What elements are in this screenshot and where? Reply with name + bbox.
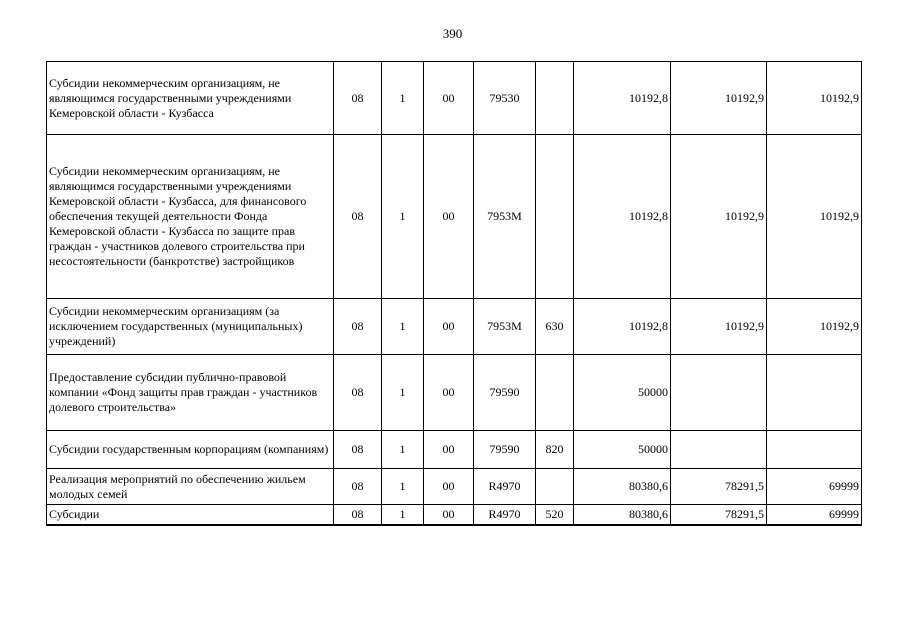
cell-pr: 1	[382, 62, 424, 135]
cell-csr: R4970	[474, 469, 536, 505]
row-name: Субсидии некоммерческим организациям, не являющимся государственными учреждениями Кемеровской области - Кузбасса, для финансового обеспечения текущей деятельности Фонда Кемеровской области - Кузбасса по защите прав граждан - участников долевого строительства при несостоятельности (банкротстве) застройщиков	[47, 135, 334, 299]
cell-year3: 10192,9	[767, 62, 862, 135]
cell-pr: 1	[382, 505, 424, 525]
cell-vr	[536, 469, 574, 505]
table-row	[47, 62, 862, 135]
cell-vr: 630	[536, 299, 574, 355]
cell-year2: 10192,9	[671, 299, 767, 355]
cell-pr: 1	[382, 355, 424, 431]
cell-sub: 00	[424, 469, 474, 505]
cell-year2	[671, 355, 767, 431]
cell-year2: 10192,9	[671, 62, 767, 135]
cell-year1: 10192,8	[574, 299, 671, 355]
cell-year1: 50000	[574, 431, 671, 469]
cell-pr: 1	[382, 299, 424, 355]
cell-sub: 00	[424, 62, 474, 135]
cell-year3: 10192,9	[767, 135, 862, 299]
cell-rz: 08	[334, 505, 382, 525]
cell-year2: 78291,5	[671, 505, 767, 525]
cell-csr: 7953М	[474, 135, 536, 299]
cell-rz: 08	[334, 431, 382, 469]
cell-rz: 08	[334, 469, 382, 505]
cell-csr: 79590	[474, 431, 536, 469]
cell-vr: 820	[536, 431, 574, 469]
row-name: Субсидии некоммерческим организациям (за исключением государственных (муниципальных) учреждений)	[47, 299, 334, 355]
cell-year1: 10192,8	[574, 62, 671, 135]
cell-year2	[671, 431, 767, 469]
table-row	[47, 355, 862, 431]
cell-rz: 08	[334, 62, 382, 135]
row-name: Субсидии государственным корпорациям (компаниям)	[47, 431, 334, 469]
row-name: Субсидии некоммерческим организациям, не являющимся государственными учреждениями Кемеровской области - Кузбасса	[47, 62, 334, 135]
cell-sub: 00	[424, 299, 474, 355]
cell-pr: 1	[382, 135, 424, 299]
cell-year3: 69999	[767, 469, 862, 505]
cell-vr	[536, 135, 574, 299]
cell-year2: 10192,9	[671, 135, 767, 299]
table-row	[47, 431, 862, 469]
cell-sub: 00	[424, 135, 474, 299]
budget-table	[46, 61, 862, 526]
table-row	[47, 505, 862, 525]
table-row	[47, 135, 862, 299]
cell-year1: 80380,6	[574, 505, 671, 525]
cell-vr	[536, 62, 574, 135]
cell-year1: 50000	[574, 355, 671, 431]
table-row	[47, 299, 862, 355]
cell-csr: 79530	[474, 62, 536, 135]
cell-year3: 10192,9	[767, 299, 862, 355]
cell-vr: 520	[536, 505, 574, 525]
cell-pr: 1	[382, 431, 424, 469]
cell-rz: 08	[334, 299, 382, 355]
row-name: Реализация мероприятий по обеспечению жильем молодых семей	[47, 469, 334, 505]
cell-year2: 78291,5	[671, 469, 767, 505]
cell-year3	[767, 431, 862, 469]
page-number: 390	[442, 26, 463, 41]
cell-rz: 08	[334, 135, 382, 299]
cell-csr: 7953М	[474, 299, 536, 355]
cell-sub: 00	[424, 355, 474, 431]
cell-sub: 00	[424, 505, 474, 525]
cell-year3: 69999	[767, 505, 862, 525]
cell-year1: 80380,6	[574, 469, 671, 505]
row-name: Субсидии	[47, 505, 334, 525]
cell-rz: 08	[334, 355, 382, 431]
cell-year3	[767, 355, 862, 431]
cell-pr: 1	[382, 469, 424, 505]
cell-sub: 00	[424, 431, 474, 469]
row-name: Предоставление субсидии публично-правовой компании «Фонд защиты прав граждан - участников долевого строительства»	[47, 355, 334, 431]
cell-vr	[536, 355, 574, 431]
cell-csr: R4970	[474, 505, 536, 525]
table-row	[47, 469, 862, 505]
cell-csr: 79590	[474, 355, 536, 431]
cell-year1: 10192,8	[574, 135, 671, 299]
